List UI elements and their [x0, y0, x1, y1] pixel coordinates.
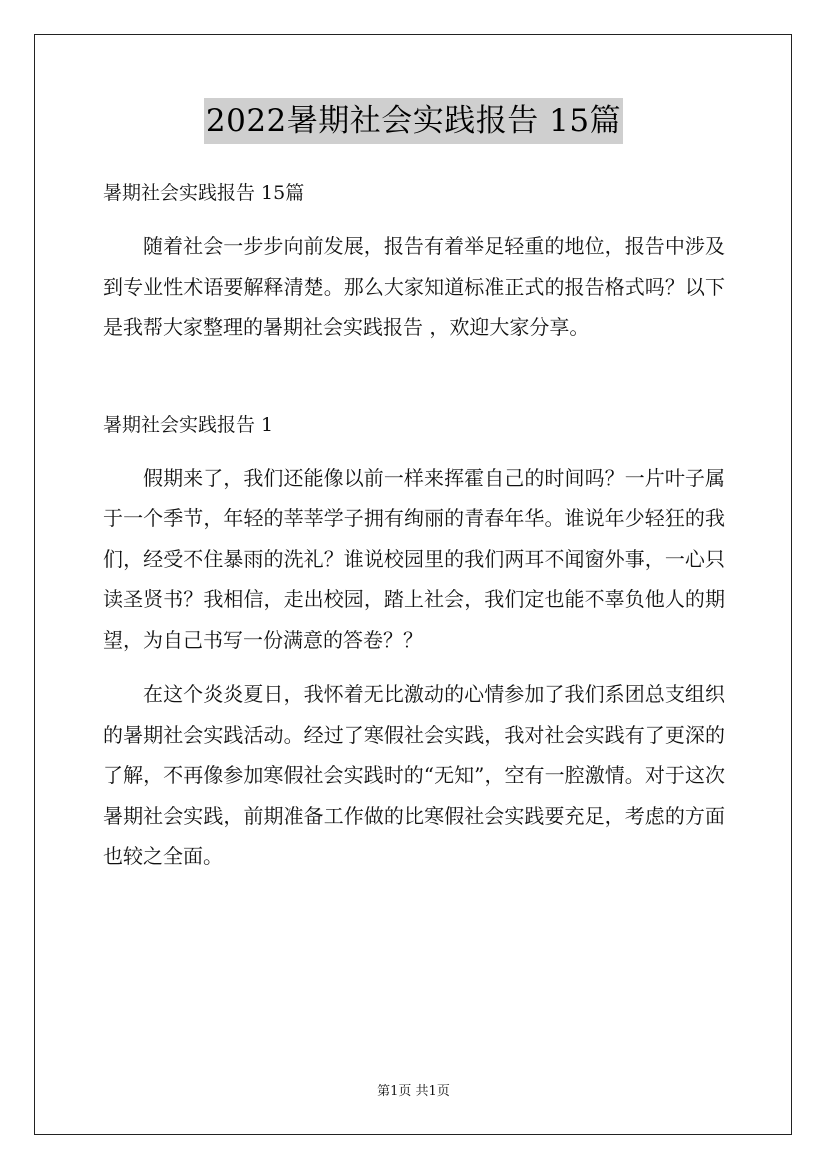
document-subtitle: 暑期社会实践报告 15篇 — [103, 182, 305, 204]
document-title: 2022暑期社会实践报告 15篇 — [204, 98, 623, 144]
spacer — [103, 212, 725, 226]
spacer — [103, 348, 725, 406]
body-paragraph: 假期来了，我们还能像以前一样来挥霍自己的时间吗？一片叶子属于一个季节，年轻的莘莘学子拥有绚丽的青春年华。谁说年少轻狂的我们，经受不住暴雨的洗礼？谁说校园里的我们两耳不闻窗外事，一心只读圣贤书？我相信，走出校园，踏上社会，我们定也能不辜负他人的期望，为自己书写一份满意的答卷？？ — [103, 465, 725, 652]
title-container — [0, 98, 827, 144]
spacer — [103, 444, 725, 458]
page-footer: 第1页 共1页 — [377, 1084, 450, 1099]
document-body — [103, 174, 725, 877]
body-paragraph: 在这个炎炎夏日，我怀着无比激动的心情参加了我们系团总支组织的暑期社会实践活动。经过了寒假社会实践，我对社会实践有了更深的了解，不再像参加寒假社会实践时的“无知”，空有一腔激情。对于这次暑期社会实践，前期准备工作做的比寒假社会实践要充足，考虑的方面也较之全面。 — [103, 682, 725, 868]
section-heading: 暑期社会实践报告 1 — [103, 413, 274, 436]
spacer — [103, 660, 725, 674]
intro-paragraph: 随着社会一步步向前发展，报告有着举足轻重的地位，报告中涉及到专业性术语要解释清楚。那么大家知道标准正式的报告格式吗？以下是我帮大家整理的暑期社会实践报告 ，欢迎大家分享。 — [103, 234, 725, 339]
